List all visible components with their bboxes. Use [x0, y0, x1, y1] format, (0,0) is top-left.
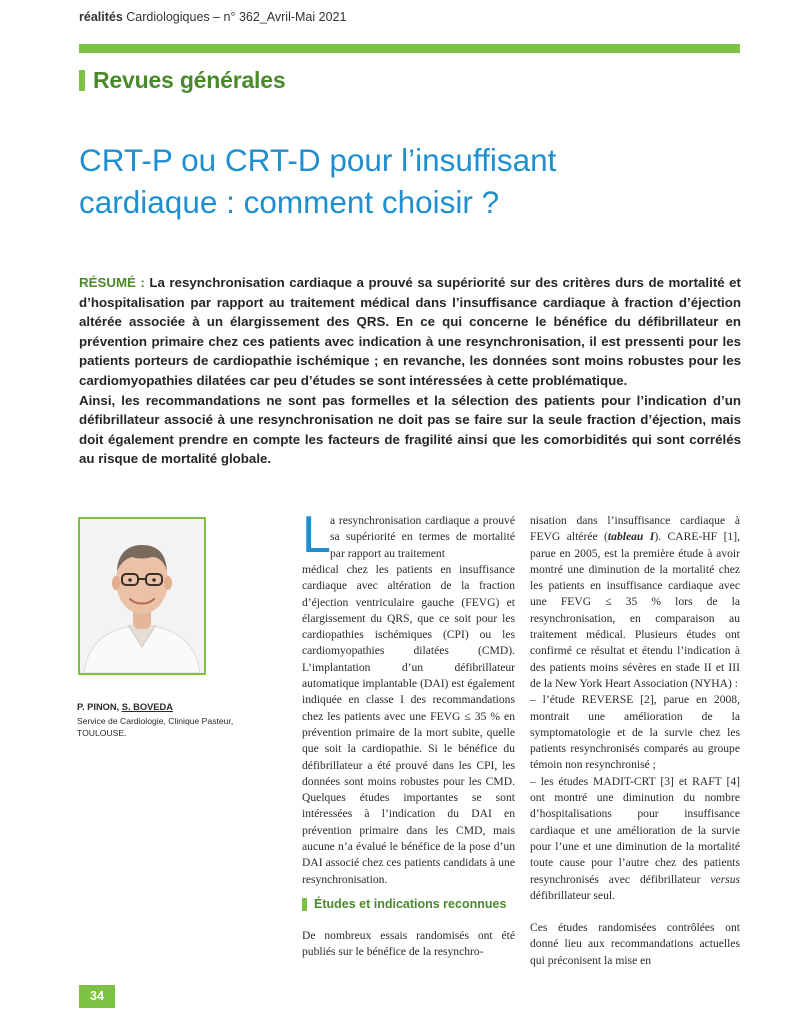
title-line-2: cardiaque : comment choisir ? — [79, 184, 500, 220]
author-name-1: P. PINON, — [77, 702, 122, 712]
column-1-intro — [330, 513, 515, 562]
col2-p1-text-a: nisation dans l’insuffisance cardiaque à FEVG altérée ( — [530, 514, 740, 544]
author-portrait — [80, 519, 204, 673]
affiliation-line-1: Service de Cardiologie, Clinique Pasteur, — [77, 716, 234, 726]
journal-brand: réalités — [79, 10, 123, 24]
section-label — [79, 66, 285, 94]
column-1-body — [302, 562, 515, 888]
versus-italic: versus — [710, 872, 740, 886]
abstract — [79, 273, 741, 469]
author-photo — [78, 517, 206, 675]
subsection-heading — [302, 897, 506, 911]
issue-info: Cardiologiques – n° 362_Avril-Mai 2021 — [122, 10, 347, 24]
abstract-text-1: La resynchronisation cardiaque a prouvé sa supériorité sur des critères durs de mortalité et d’hospitalisation par rapport au traitement médical dans l’insuffisance cardiaque à fraction d’éjection altérée associée à un élargissement des QRS. En ce qui concerne le bénéfice du défibrillateur en prévention primaire chez ces patients avec indication à une resynchronisation, il est pressenti pour les patients porteurs de cardiopathie ischémique ; en revanche, les données sont moins robustes pour les cardiomyopathies dilatées car peu d’études se sont intéressées à cette problématique. — [79, 275, 741, 388]
abstract-paragraph-2: Ainsi, les recommandations ne sont pas formelles et la sélection des patients pour l’indication d’un défibrillateur associé à une resynchronisation ne doit pas se faire sur la seule fraction d’éjection, mais doit également prendre en compte les facteurs de fragilité ainsi que les comorbidités qui sont corrélés au risque de mortalité globale. — [79, 392, 741, 467]
section-marker — [79, 70, 85, 91]
author-names — [77, 702, 173, 712]
column-2-paragraph-4: Ces études randomisées contrôlées ont donné lieu aux recommandations actuelles qui préconisent la mise en — [530, 921, 740, 967]
subsection-heading-text: Études et indications reconnues — [314, 897, 507, 911]
article-title — [79, 139, 719, 223]
intro-paragraph: médical chez les patients en insuffisance cardiaque avec altération de la fraction d’éjection ventriculaire gauche (FEVG) et élargissement du QRS, que ce soit pour les cardiopathies ischémiques (CPI) ou les cardiomyopathies dilatées (CMD). L’implantation d’un défibrillateur automatique implantable (DAI) est également indiquée en classe I des recommandations chez les patients avec une FEVG ≤ 35 % en prévention primaire de la mort subite, quelle que soit la cardiopathie. Si le bénéfice du défibrillateur a été prouvé dans les CPI, les données sont moins robustes pour les CMD. Quelques études importantes se sont intéressées à l’indication du DAI en prévention primaire dans les CMD, mais aucune n’a évalué le bénéfice de la pose d’un DAI associé chez ces patients candidats à une resynchronisation. — [302, 563, 515, 886]
studies-paragraph-start: De nombreux essais randomisés ont été publiés sur le bénéfice de la resynchro- — [302, 929, 515, 959]
header-rule — [79, 44, 740, 53]
column-2-paragraph-1 — [530, 513, 740, 692]
author-name-2: S. BOVEDA — [121, 702, 173, 712]
section-label-text: Revues générales — [93, 66, 286, 93]
intro-lead: a resynchronisation cardiaque a prouvé sa supériorité en termes de mortalité par rapport au traitement — [330, 514, 515, 560]
drop-cap: L — [302, 506, 331, 564]
column-2-paragraph-2: – l’étude REVERSE [2], parue en 2008, montrait une amélioration de la symptomatologie et de la survie chez les patients resynchronisés comparés au groupe témoin non resynchronisé ; — [530, 693, 740, 772]
column-2 — [530, 513, 740, 969]
column-2-paragraph-3 — [530, 774, 740, 904]
title-line-1: CRT-P ou CRT-D pour l’insuffisant — [79, 142, 557, 178]
table-reference: tableau I — [607, 530, 655, 544]
col2-p3-text-a: – les études MADIT-CRT [3] et RAFT [4] ont montré une diminution du nombre d’hospitalisations pour insuffisance cardiaque et une amélioration de la survie pour l’une et une diminution de la mortalité toute cause pour l’autre chez des patients resynchronisés avec défibrillateur — [530, 774, 740, 886]
author-affiliation — [77, 715, 267, 739]
subsection-marker — [302, 898, 307, 911]
column-1-after-heading — [302, 928, 515, 961]
running-header — [79, 10, 346, 24]
col2-p3-text-b: défibrillateur seul. — [530, 888, 615, 902]
col2-p1-text-b: ). CARE-HF [1], parue en 2005, est la première étude à avoir montré une diminution de la mortalité chez les patients en insuffisance cardiaque avec une FEVG ≤ 35 % lors de la resynchronisation, en comparaison au traitement médical. Plusieurs études ont confirmé ce résultat et étendu l’indication à des patients moins sévères en stade II et III de la New York Heart Association (NYHA) : — [530, 530, 740, 690]
abstract-keyword: RÉSUMÉ : — [79, 275, 145, 290]
page-number: 34 — [79, 985, 115, 1008]
abstract-paragraph-1 — [79, 273, 741, 391]
affiliation-line-2: TOULOUSE. — [77, 728, 127, 738]
